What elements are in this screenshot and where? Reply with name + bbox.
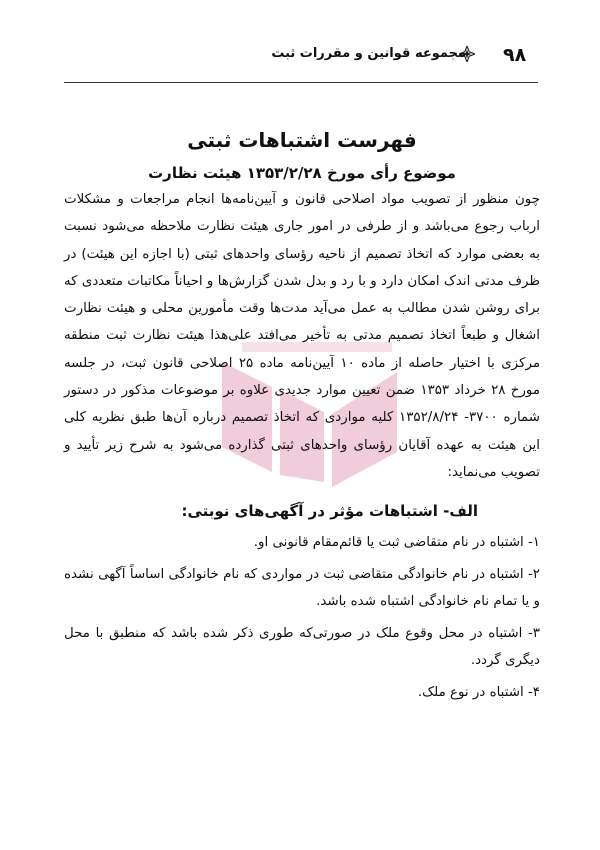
list-item: ۱- اشتباه در نام متقاضی ثبت یا قائم‌مقام قانونی او. <box>253 535 540 551</box>
page-body <box>64 120 540 706</box>
list-item: ۴- اشتباه در نوع ملک. <box>417 685 540 701</box>
running-title: مجموعه قوانین و مقررات ثبت <box>271 46 466 61</box>
page-number: ۹۸ <box>503 44 527 66</box>
section-heading: الف- اشتباهات مؤثر در آگهی‌های نوبتی: <box>181 502 478 521</box>
list-item: ۲- اشتباه در نام خانوادگی متقاضی ثبت در مواردی که نام خانوادگی اساساً آگهی نشده و یا تمام نام خانوادگی اشتباه شده باشد. <box>64 567 540 610</box>
list-item: ۳- اشتباه در محل وقوع ملک در صورتی‌که طوری ذکر شده باشد که منطبق با محل دیگری گردد. <box>64 626 540 669</box>
page-title: فهرست اشتباهات ثبتی <box>187 128 417 152</box>
ruling-subtitle: موضوع رأی مورخ ۱۳۵۳/۲/۲۸ هیئت نظارت <box>148 164 456 182</box>
page-header <box>0 0 600 80</box>
intro-paragraph: چون منظور از تصویب مواد اصلاحی قانون و آیین‌نامه‌ها انجام مراجعات و مشکلات ارباب رجوع می‌باشد و از طرفی در امور جاری هیئت نظارت ملاحظه می‌شود نسبت به بعضی موارد که اتخاذ تصمیم از ناحیه رؤسای واحدهای ثبتی (با اجازه این هیئت) در ظرف مدتی اندک امکان دارد و با رد و بدل شدن گزارش‌ها و احیاناً مکاتبات متعددی که برای روشن شدن مطالب به عمل می‌آید مدت‌ها وقت مأمورین محلی و هیئت نظارت اشغال و طبعاً اتخاذ تصمیم مدتی به تأخیر می‌افتد علی‌هذا هیئت نظارت ثبت منطقه مرکزی با اختیار حاصله از ماده ۱۰ آیین‌نامه ماده ۲۵ اصلاحی قانون ثبت، در جلسه مورخ ۲۸ خرداد ۱۳۵۳ ضمن تعیین موارد جدیدی علاوه بر موضوعات مذکور در دستور شماره ۳۷۰۰- ۱۳۵۲/۸/۲۴ کلیه مواردی که اتخاذ تصمیم درباره آن‌ها طبق نظریه کلی این هیئت به عهده آقایان رؤسای واحدهای ثبتی گذارده می‌شود به شرح زیر تأیید و تصویب می‌نماید: <box>64 192 541 480</box>
header-divider <box>64 82 538 83</box>
